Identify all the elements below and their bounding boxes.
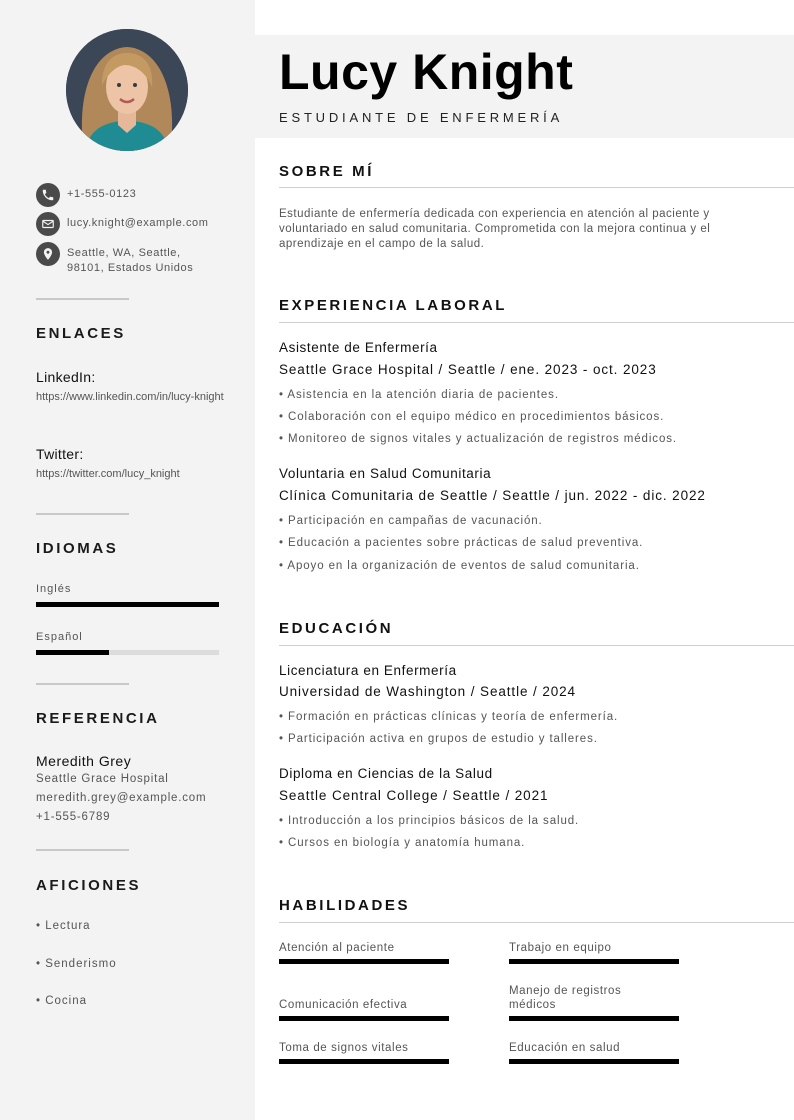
skill-label: Atención al paciente [279, 942, 395, 954]
hobby-item: • Lectura [36, 920, 91, 932]
skill-label: Manejo de registros médicos [509, 985, 622, 1011]
skill-label: Comunicación efectiva [279, 999, 408, 1011]
phone-icon [36, 183, 60, 207]
hobbies-heading: AFICIONES [36, 877, 142, 894]
education-degree: Licenciatura en Enfermería [279, 663, 457, 678]
skill-bar [279, 1059, 449, 1064]
linkedin-url[interactable]: https://www.linkedin.com/in/lucy-knight [36, 391, 224, 403]
skill-label: Trabajo en equipo [509, 942, 612, 954]
sidebar-divider [36, 513, 129, 515]
job-bullet: • Asistencia en la atención diaria de pacientes. [279, 389, 559, 401]
address-line-1: Seattle, WA, Seattle, [67, 247, 181, 259]
reference-name: Meredith Grey [36, 753, 132, 769]
language-name: Inglés [36, 583, 72, 595]
sidebar-divider [36, 298, 129, 300]
language-level-bar [36, 650, 219, 655]
job-meta: Seattle Grace Hospital / Seattle / ene. 2023 - oct. 2023 [279, 362, 657, 377]
email-text[interactable]: lucy.knight@example.com [67, 217, 209, 229]
skill-bar [279, 959, 449, 964]
skill-label: Toma de signos vitales [279, 1042, 409, 1054]
job-role: Asistente de Enfermería [279, 340, 438, 355]
job-bullet: • Participación en campañas de vacunación. [279, 515, 543, 527]
sidebar-divider [36, 849, 129, 851]
education-bullet: • Formación en prácticas clínicas y teoría de enfermería. [279, 711, 619, 723]
section-rule [279, 645, 794, 646]
education-meta: Universidad de Washington / Seattle / 2024 [279, 684, 576, 699]
twitter-label: Twitter: [36, 446, 84, 462]
contact-address [36, 242, 193, 276]
sidebar-divider [36, 683, 129, 685]
job-bullet: • Colaboración con el equipo médico en procedimientos básicos. [279, 411, 665, 423]
job-role: Voluntaria en Salud Comunitaria [279, 466, 492, 481]
person-title: ESTUDIANTE DE ENFERMERÍA [279, 110, 564, 125]
education-heading: EDUCACIÓN [279, 620, 394, 637]
job-bullet: • Apoyo en la organización de eventos de salud comunitaria. [279, 560, 640, 572]
phone-text: +1-555-0123 [67, 188, 137, 200]
map-pin-icon [36, 242, 60, 266]
skill-bar [509, 959, 679, 964]
hobby-item: • Cocina [36, 995, 88, 1007]
job-bullet: • Educación a pacientes sobre prácticas de salud preventiva. [279, 537, 644, 549]
reference-heading: REFERENCIA [36, 710, 160, 727]
about-heading: SOBRE MÍ [279, 163, 374, 180]
hobby-item: • Senderismo [36, 958, 117, 970]
profile-photo-image [66, 29, 188, 151]
address-text [67, 242, 193, 276]
contact-phone [36, 183, 136, 207]
envelope-icon [36, 212, 60, 236]
language-level-bar [36, 602, 219, 607]
language-name: Español [36, 631, 83, 643]
skill-bar [509, 1016, 679, 1021]
skill-bar [509, 1059, 679, 1064]
experience-heading: EXPERIENCIA LABORAL [279, 297, 508, 314]
skills-heading: HABILIDADES [279, 897, 411, 914]
reference-org: Seattle Grace Hospital [36, 773, 169, 785]
languages-heading: IDIOMAS [36, 540, 119, 557]
reference-email[interactable]: meredith.grey@example.com [36, 792, 207, 804]
section-rule [279, 322, 794, 323]
language-level-fill [36, 602, 219, 607]
address-line-2: 98101, Estados Unidos [67, 262, 194, 274]
skill-bar [279, 1016, 449, 1021]
links-heading: ENLACES [36, 325, 126, 342]
sidebar [0, 0, 255, 1120]
contact-email [36, 212, 209, 236]
profile-photo [66, 29, 188, 151]
section-rule [279, 187, 794, 188]
skill-label: Educación en salud [509, 1042, 621, 1054]
linkedin-label: LinkedIn: [36, 369, 96, 385]
language-level-fill [36, 650, 109, 655]
education-bullet: • Cursos en biología y anatomía humana. [279, 837, 526, 849]
person-name: Lucy Knight [279, 44, 574, 100]
section-rule [279, 922, 794, 923]
twitter-url[interactable]: https://twitter.com/lucy_knight [36, 468, 180, 480]
education-bullet: • Introducción a los principios básicos de la salud. [279, 815, 580, 827]
education-meta: Seattle Central College / Seattle / 2021 [279, 788, 549, 803]
education-bullet: • Participación activa en grupos de estudio y talleres. [279, 733, 598, 745]
about-text: Estudiante de enfermería dedicada con experiencia en atención al paciente y voluntariado en salud comunitaria. Comprometida con la mejora continua y el aprendizaje en el campo de la salud. [279, 208, 711, 250]
education-degree: Diploma en Ciencias de la Salud [279, 766, 493, 781]
job-bullet: • Monitoreo de signos vitales y actualización de registros médicos. [279, 433, 677, 445]
job-meta: Clínica Comunitaria de Seattle / Seattle / jun. 2022 - dic. 2022 [279, 488, 706, 503]
reference-phone: +1-555-6789 [36, 811, 111, 823]
